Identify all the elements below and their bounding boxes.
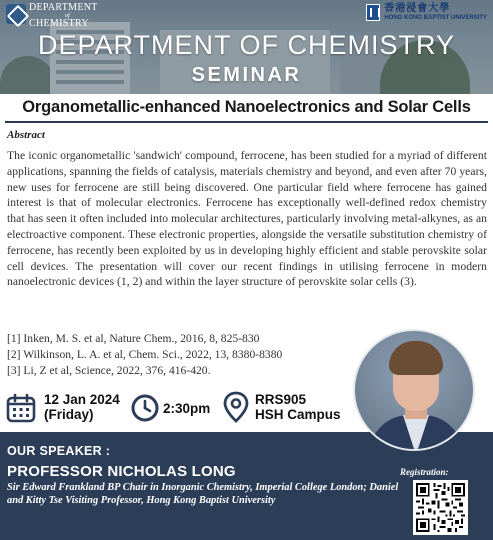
reference-item: [3] Li, Z et al, Science, 2022, 376, 416-420. bbox=[7, 364, 211, 377]
title-divider bbox=[5, 121, 488, 123]
logo-line-3: CHEMISTRY bbox=[29, 18, 89, 29]
references bbox=[7, 331, 347, 379]
registration-qr-code[interactable] bbox=[413, 480, 468, 535]
speaker-heading: OUR SPEAKER : bbox=[7, 444, 111, 458]
abstract-text: The iconic organometallic 'sandwich' compound, ferrocene, has been studied for a myriad of different applications, spanning the fields of catalysis, materials chemistry and beyond, and even after 70 years, new uses for ferrocene are still being discovered. One particular field where ferrocene has gained interest is that of molecular electronics. Ferrocene has exceptionally well-defined redox chemistry that has seen it often included into molecular architectures, particularly involving metal-alkynes, as an electroactive component. These electronic properties, alongside the versatile substitution chemistry of ferrocene, has recently been exploited by us in developing highly efficient and stable perovskite solar cell devices. The presentation will cover our recent findings in utilising ferrocene in modern nanoelectronic devices (1, 2) and within the layer structure of perovskite solar cells (3). bbox=[7, 149, 487, 289]
clock-icon bbox=[130, 393, 160, 428]
talk-title: Organometallic-enhanced Nanoelectronics and Solar Cells bbox=[22, 98, 471, 116]
logo-line-2: of bbox=[65, 13, 70, 19]
department-logo bbox=[6, 3, 98, 29]
event-date bbox=[44, 392, 120, 422]
event-venue bbox=[255, 392, 341, 422]
qr-code-icon bbox=[416, 483, 465, 532]
university-name-chinese: 香港浸會大學 bbox=[384, 3, 451, 15]
location-pin-icon bbox=[222, 391, 250, 428]
event-type: SEMINAR bbox=[191, 64, 302, 86]
registration-label: Registration: bbox=[400, 467, 449, 477]
department-title: DEPARTMENT OF CHEMISTRY bbox=[37, 30, 456, 60]
university-crest-icon bbox=[366, 4, 380, 21]
chemistry-logo-icon bbox=[6, 4, 26, 24]
university-name-english: HONG KONG BAPTIST UNIVERSITY bbox=[384, 14, 487, 21]
university-logo bbox=[366, 4, 487, 21]
speaker-photo bbox=[353, 329, 475, 451]
event-time: 2:30pm bbox=[163, 401, 211, 416]
venue-campus: HSH Campus bbox=[255, 407, 341, 422]
date-value: 12 Jan 2024 bbox=[44, 392, 120, 407]
logo-line-1: DEPARTMENT bbox=[29, 2, 98, 13]
venue-room: RRS905 bbox=[255, 392, 307, 407]
abstract-label: Abstract bbox=[7, 129, 45, 141]
reference-item: [1] Inken, M. S. et al, Nature Chem., 2016, 8, 825-830 bbox=[7, 332, 260, 345]
calendar-icon bbox=[6, 393, 36, 428]
speaker-name: PROFESSOR NICHOLAS LONG bbox=[7, 463, 236, 480]
weekday-value: (Friday) bbox=[44, 407, 94, 422]
reference-item: [2] Wilkinson, L. A. et al, Chem. Sci., 2022, 13, 8380-8380 bbox=[7, 348, 283, 361]
speaker-description: Sir Edward Frankland BP Chair in Inorganic Chemistry, Imperial College London; Daniel and Kitty Tse Visiting Professor, Hong Kong Baptist University bbox=[7, 482, 399, 506]
